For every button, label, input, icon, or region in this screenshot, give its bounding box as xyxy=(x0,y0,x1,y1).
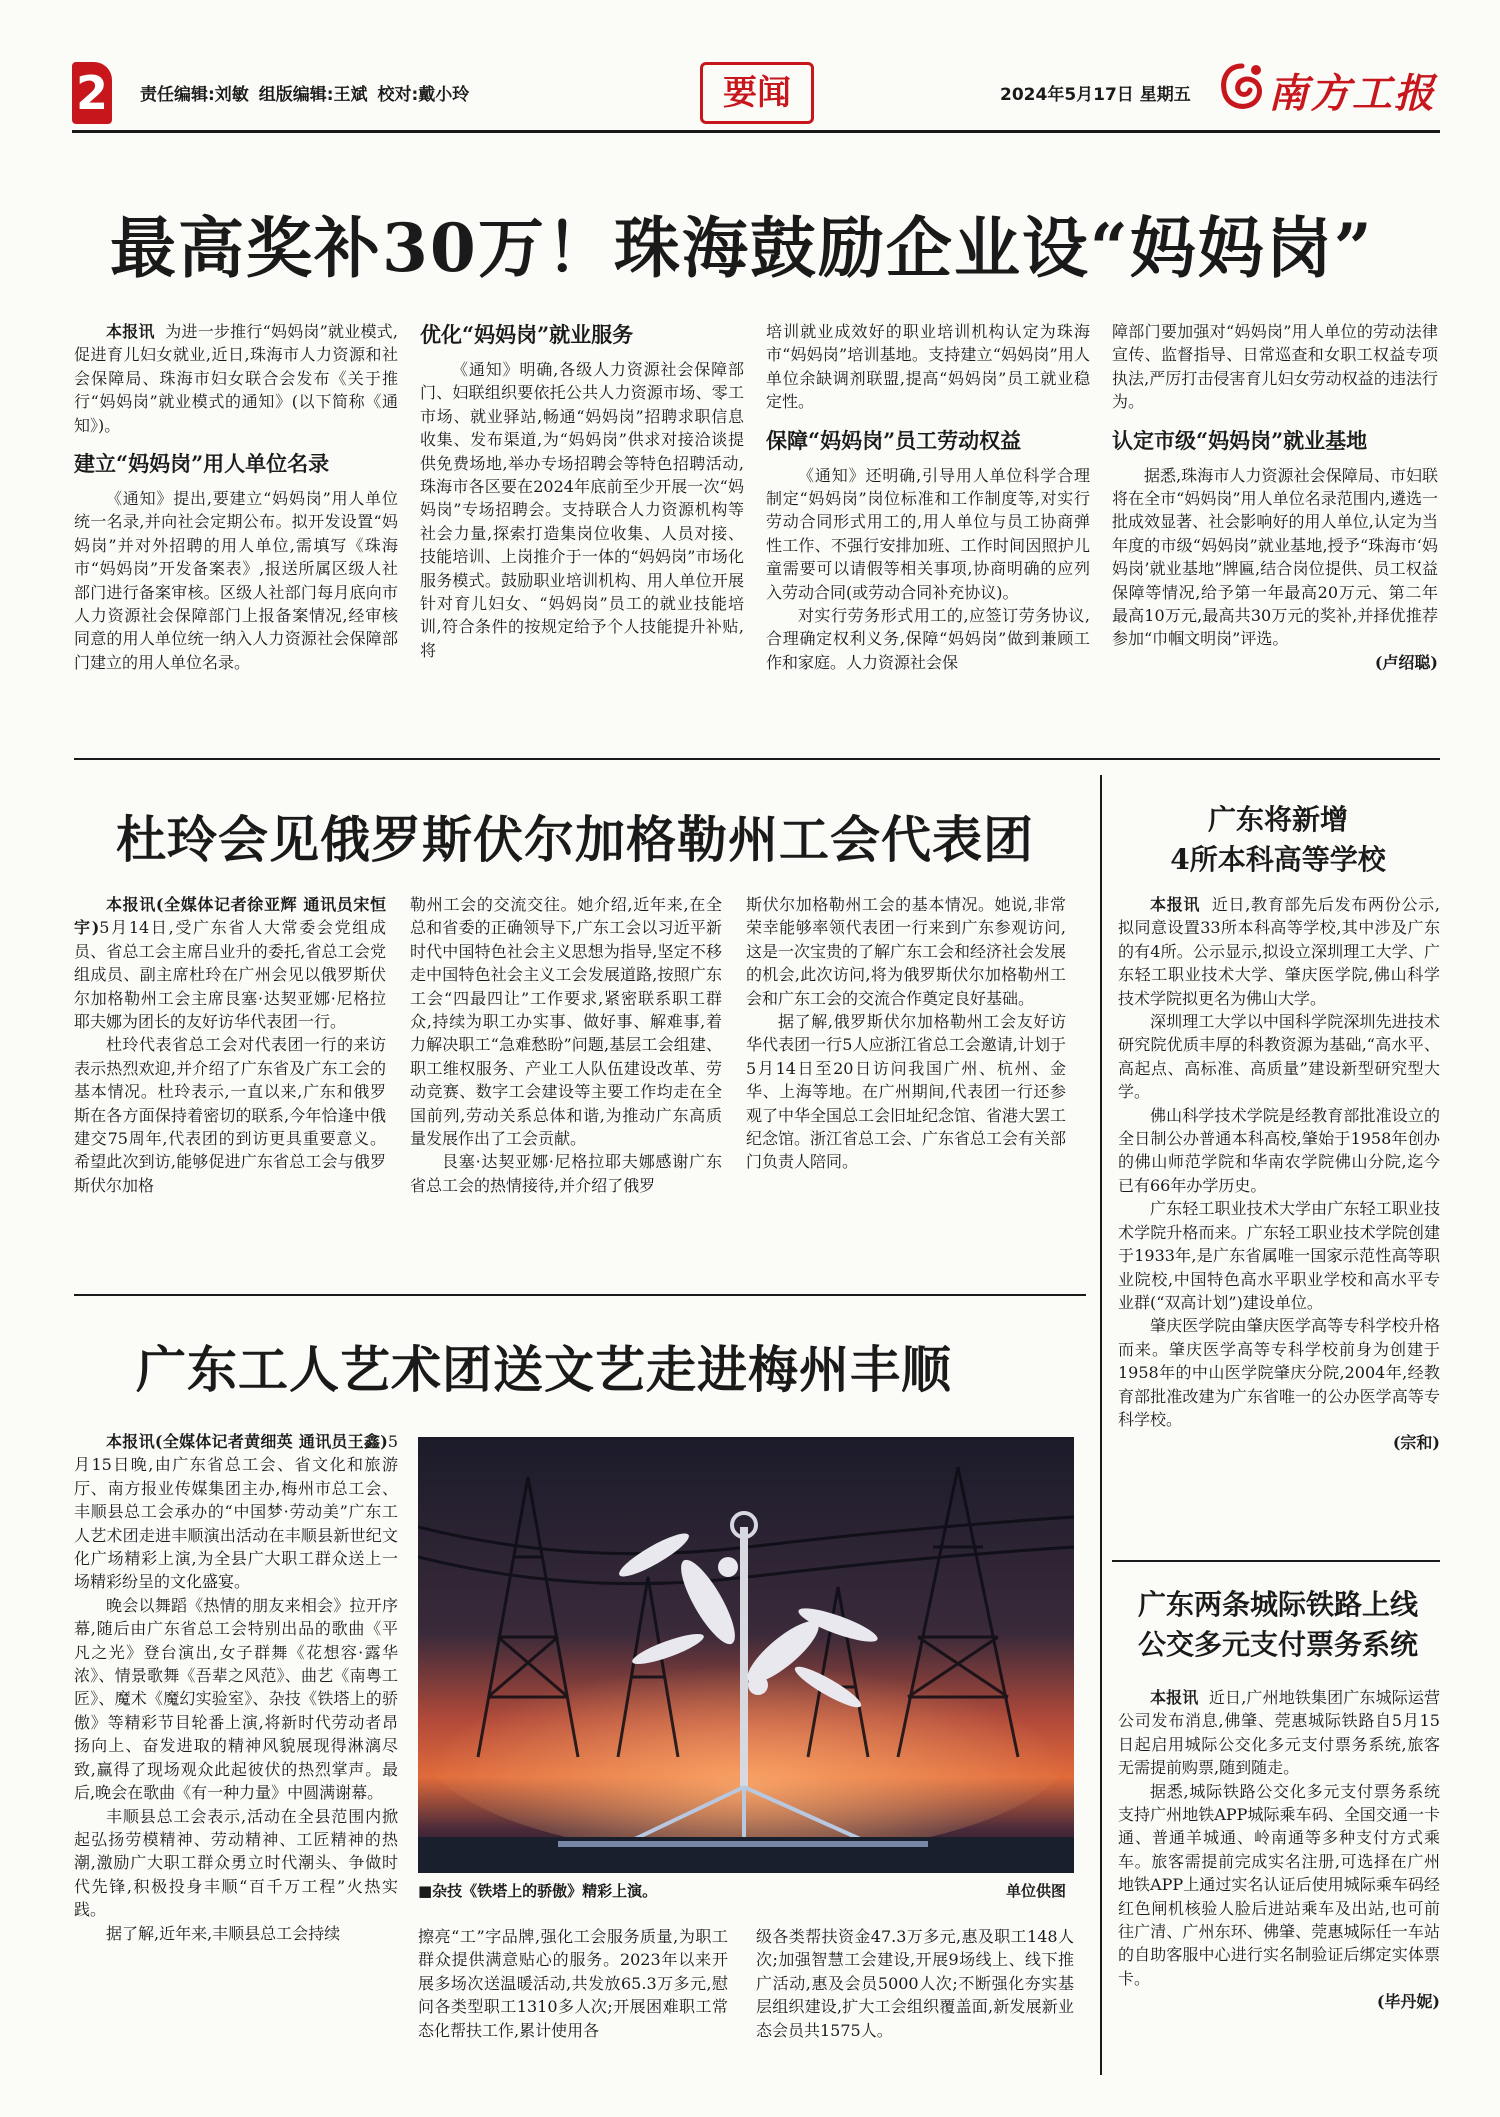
article1-intro: 为进一步推行“妈妈岗”就业模式,促进育儿妇女就业,近日,珠海市人力资源和社会保障局、珠海市妇女联合会发布《关于推行“妈妈岗”就业模式的通知》(以下简称《通知》)。 xyxy=(74,322,398,435)
side2-intro: 近日,广州地铁集团广东城际运营公司发布消息,佛肇、莞惠城际铁路自5月15日起启用城际公交化多元支付票务系统,旅客无需提前购票,随到随走。 xyxy=(1118,1688,1440,1778)
side1-body xyxy=(1118,893,1440,1553)
side-divider xyxy=(1112,1560,1440,1562)
issue-date: 2024年5月17日 星期五 xyxy=(1000,85,1191,105)
article1-paragraph: 《通知》明确,各级人力资源社会保障部门、妇联组织要依托公共人力资源市场、零工市场、就业驿站,畅通“妈妈岗”招聘求职信息收集、发布渠道,为“妈妈岗”供求对接洽谈提供免费场地,举办专场招聘会等特色招聘活动,珠海市各区要在2024年底前至少开展一次“妈妈岗”专场招聘会。支持联合人力资源机构等社会力量,探索打造集岗位收集、人员对接、技能培训、上岗推介于一体的“妈妈岗”市场化服务模式。鼓励职业培训机构、用人单位开展针对育儿妇女、“妈妈岗”员工的就业技能培训,符合条件的按规定给予个人技能提升补贴,将 xyxy=(420,360,744,660)
article2-dateline: 本报讯(全媒体记者徐亚辉 通讯员宋恒宇) xyxy=(74,895,386,938)
article1-paragraph: 障部门要加强对“妈妈岗”用人单位的劳动法律宣传、监督指导、日常巡查和女职工权益专项执法,严厉打击侵害育儿妇女劳动权益的违法行为。 xyxy=(1112,322,1438,412)
article2-paragraph: 艮塞·达契亚娜·尼格拉耶夫娜感谢广东省总工会的热情接待,并介绍了俄罗 xyxy=(410,1152,722,1195)
article3-paragraph: 丰顺县总工会表示,活动在全县范围内掀起弘扬劳模精神、劳动精神、工匠精神的热潮,激励广大职工群众勇立时代潮头、争做时代先锋,积极投身丰顺“百千万工程”火热实践。 xyxy=(74,1806,398,1920)
masthead-swirl-icon xyxy=(1218,60,1266,116)
article3-intro: 5月15日晚,由广东省总工会、省文化和旅游厅、南方报业传媒集团主办,梅州市总工会、丰顺县总工会承办的“中国梦·劳动美”广东工人艺术团走进丰顺演出活动在丰顺县新世纪文化广场精彩上演,为全县广大职工群众送上一场精彩纷呈的文化盛宴。 xyxy=(74,1432,398,1592)
article1-paragraph: 《通知》还明确,引导用人单位科学合理制定“妈妈岗”岗位标准和工作制度等,对实行劳动合同形式用工的,用人单位与员工协商弹性工作、不强行安排加班、工作时间因照护儿童需要可以请假等相关事项,协商明确的应列入劳动合同(或劳动合同补充协议)。 xyxy=(766,465,1090,602)
article1-column-2 xyxy=(420,320,744,740)
article1-subhead-2: 优化“妈妈岗”就业服务 xyxy=(420,322,634,347)
side1-headline-line1: 广东将新增 xyxy=(1207,803,1348,836)
article1-headline: 最高奖补30万！珠海鼓励企业设“妈妈岗” xyxy=(110,209,1374,287)
editor-in-charge: 责任编辑:刘敏 xyxy=(140,85,249,105)
side2-body xyxy=(1118,1686,1440,2066)
side1-headline xyxy=(1118,800,1438,880)
layout-editor: 组版编辑:王斌 xyxy=(258,85,368,105)
article1-subhead-1: 建立“妈妈岗”用人单位名录 xyxy=(74,451,330,477)
article1-column-1 xyxy=(74,320,398,740)
article3-column-2 xyxy=(418,1925,728,2045)
article2-paragraph: 杜玲代表省总工会对代表团一行的来访表示热烈欢迎,并介绍了广东省及广东工会的基本情况。杜玲表示,一直以来,广东和俄罗斯在各方面保持着密切的联系,今年恰逢中俄建交75周年,代表团的到访更具重要意义。希望此次到访,能够促进广东省总工会与俄罗斯伏尔加格 xyxy=(74,1035,386,1195)
side2-author: (毕丹妮) xyxy=(1376,1992,1440,2012)
photo-credit: 单位供图 xyxy=(1005,1882,1066,1900)
photo-caption xyxy=(418,1880,1074,1901)
article1-subhead-4: 认定市级“妈妈岗”就业基地 xyxy=(1112,427,1368,453)
article1-subhead-3: 保障“妈妈岗”员工劳动权益 xyxy=(766,427,1022,453)
article3-dateline: 本报讯(全媒体记者黄细英 通讯员王鑫) xyxy=(106,1432,388,1451)
article2-column-3 xyxy=(746,893,1066,1293)
article1-paragraph: 《通知》提出,要建立“妈妈岗”用人单位统一名录,并向社会定期公布。拟开发设置“妈妈岗”并对外招聘的用人单位,需填写《珠海市“妈妈岗”开发备案表》,报送所属区级人社部门进行备案审核。区级人社部门每月底向市人力资源社会保障部门上报备案情况,经审核同意的用人单位统一纳入人力资源社会保障部门建立的用人单位名录。 xyxy=(74,489,398,672)
page-number: 2 xyxy=(72,62,112,124)
article3-column-3 xyxy=(756,1925,1074,2045)
article1-divider xyxy=(74,758,1440,760)
article3-column-1 xyxy=(74,1430,398,2050)
masthead-logo xyxy=(1218,60,1436,116)
side2-headline-line2: 公交多元支付票务系统 xyxy=(1137,1628,1418,1661)
header-rule xyxy=(72,130,1440,133)
article1-paragraph: 培训就业成效好的职业培训机构认定为珠海市“妈妈岗”培训基地。支持建立“妈妈岗”用人单位余缺调剂联盟,提高“妈妈岗”员工就业稳定性。 xyxy=(766,322,1090,412)
article2-intro: 5月14日,受广东省人大常委会党组成员、省总工会主席吕业升的委托,省总工会党组成员、副主席杜玲在广州会见以俄罗斯伏尔加格勒州工会主席艮塞·达契亚娜·尼格拉耶夫娜为团长的友好访华代表团一行。 xyxy=(74,918,386,1032)
article2-column-1 xyxy=(74,893,386,1293)
acrobatics-photo xyxy=(418,1437,1074,1873)
article3-paragraph: 晚会以舞蹈《热情的朋友来相会》拉开序幕,随后由广东省总工会特别出品的歌曲《平凡之光》登台演出,女子群舞《花想容·露华浓》、情景歌舞《吾辈之风范》、曲艺《南粤工匠》、魔术《魔幻实验室》、杂技《铁塔上的骄傲》等精彩节目轮番上演,将新时代劳动者昂扬向上、奋发进取的精神风貌展现得淋漓尽致,赢得了现场观众此起彼伏的热烈掌声。最后,晚会在歌曲《有一种力量》中圆满谢幕。 xyxy=(74,1595,398,1803)
side2-dateline: 本报讯 xyxy=(1150,1688,1199,1707)
side1-paragraph: 肇庆医学院由肇庆医学高等专科学校升格而来。肇庆医学高等专科学校前身为创建于1958年的中山医学院肇庆分院,2004年,经教育部批准改建为广东省唯一的公办医学高等专科学校。 xyxy=(1118,1316,1440,1429)
article1-column-3 xyxy=(766,320,1090,740)
article2-paragraph: 斯伏尔加格勒州工会的基本情况。她说,非常荣幸能够率领代表团一行来到广东参观访问,这是一次宝贵的了解广东工会和经济社会发展的机会,此次访问,将为俄罗斯伏尔加格勒州工会和广东工会的交流合作奠定良好基础。 xyxy=(746,895,1066,1008)
side1-paragraph: 佛山科学技术学院是经教育部批准设立的全日制公办普通本科高校,肇始于1958年创办的佛山师范学院和华南农学院佛山分院,迄今已有66年办学历史。 xyxy=(1118,1105,1440,1195)
article2-paragraph: 据了解,俄罗斯伏尔加格勒州工会友好访华代表团一行5人应浙江省总工会邀请,计划于5月14日至20日访问我国广州、杭州、金华、上海等地。在广州期间,代表团一行还参观了中华全国总工会旧址纪念馆、省港大罢工纪念馆。浙江省总工会、广东省总工会有关部门负责人陪同。 xyxy=(746,1012,1066,1172)
right-column-divider xyxy=(1100,775,1102,2075)
article3-headline: 广东工人艺术团送文艺走进梅州丰顺 xyxy=(136,1340,952,1399)
article2-divider xyxy=(74,1294,1086,1296)
side1-headline-line2: 4所本科高等学校 xyxy=(1170,843,1386,876)
side1-intro: 近日,教育部先后发布两份公示,拟同意设置33所本科高等学校,其中涉及广东的有4所。公示显示,拟设立深圳理工大学、广东轻工职业技术大学、肇庆医学院,佛山科学技术学院拟更名为佛山大学。 xyxy=(1118,895,1440,1008)
side2-headline-line1: 广东两条城际铁路上线 xyxy=(1137,1588,1418,1621)
article3-paragraph: 擦亮“工”字品牌,强化工会服务质量,为职工群众提供满意贴心的服务。2023年以来开展多场次送温暖活动,共发放65.3万多元,慰问各类型职工1310多人次;开展困难职工常态化帮扶工作,累计使用各 xyxy=(418,1927,728,2040)
article1-author: (卢绍聪) xyxy=(1374,652,1438,672)
side1-paragraph: 广东轻工职业技术大学由广东轻工职业技术学院升格而来。广东轻工职业技术学院创建于1933年,是广东省属唯一国家示范性高等职业院校,中国特色高水平职业学校和高水平专业群(“双高计划”)建设单位。 xyxy=(1118,1199,1440,1312)
masthead-title: 南方工报 xyxy=(1268,70,1436,117)
photo-caption-text: ■杂技《铁塔上的骄傲》精彩上演。 xyxy=(418,1882,658,1900)
article1-column-4 xyxy=(1112,320,1438,740)
side1-paragraph: 深圳理工大学以中国科学院深圳先进技术研究院优质丰厚的科教资源为基础,“高水平、高起点、高标准、高质量”建设新型研究型大学。 xyxy=(1118,1012,1440,1102)
side2-paragraph: 据悉,城际铁路公交化多元支付票务系统支持广州地铁APP城际乘车码、全国交通一卡通、普通羊城通、岭南通等多种支付方式乘车。旅客需提前完成实名注册,可选择在广州地铁APP上通过实名认证后使用城际乘车码经红色闸机核验人脸后进站乘车及出站,也可前往广清、广州东环、佛肇、莞惠城际任一车站的自助客服中心进行实名制验证后绑定实体票卡。 xyxy=(1118,1781,1440,1988)
article2-paragraph: 勒州工会的交流交往。她介绍,近年来,在全总和省委的正确领导下,广东工会以习近平新时代中国特色社会主义思想为指导,坚定不移走中国特色社会主义工会发展道路,按照广东工会“四最四让”工作要求,紧密联系职工群众,持续为职工办实事、做好事、解难事,着力解决职工“急难愁盼”问题,基层工会组建、职工维权服务、产业工人队伍建设改革、劳动竞赛、数字工会建设等主要工作均走在全国前列,劳动关系总体和谐,为推动广东高质量发展作出了工会贡献。 xyxy=(410,895,722,1149)
acrobatics-photo-image xyxy=(418,1437,1074,1873)
side2-headline xyxy=(1118,1585,1438,1665)
article3-paragraph: 据了解,近年来,丰顺县总工会持续 xyxy=(106,1923,341,1943)
article1-paragraph: 据悉,珠海市人力资源社会保障局、市妇联将在全市“妈妈岗”用人单位名录范围内,遴选一批成效显著、社会影响好的用人单位,认定为当年度的市级“妈妈岗”就业基地,授予“珠海市‘妈妈岗’就业基地”牌匾,结合岗位提供、员工权益保障等情况,给予第一年最高20万元、第二年最高10万元,最高共30万元的奖补,并择优推荐参加“巾帼文明岗”评选。 xyxy=(1112,465,1438,649)
article1-dateline: 本报讯 xyxy=(106,322,155,341)
section-label: 要闻 xyxy=(700,62,814,124)
article2-headline: 杜玲会见俄罗斯伏尔加格勒州工会代表团 xyxy=(116,810,1034,869)
article1-paragraph: 对实行劳务形式用工的,应签订劳务协议,合理确定权利义务,保障“妈妈岗”做到兼顾工作和家庭。人力资源社会保 xyxy=(766,606,1090,672)
side1-dateline: 本报讯 xyxy=(1150,895,1201,914)
editor-credits xyxy=(140,80,473,105)
side1-author: (宗和) xyxy=(1392,1433,1440,1453)
article3-paragraph: 级各类帮扶资金47.3万多元,惠及职工148人次;加强智慧工会建设,开展9场线上、线下推广活动,惠及会员5000人次;不断强化夯实基层组织建设,扩大工会组织覆盖面,新发展新业态会员共1575人。 xyxy=(756,1927,1074,2040)
article2-column-2 xyxy=(410,893,722,1293)
proofreader: 校对:戴小玲 xyxy=(377,85,470,105)
